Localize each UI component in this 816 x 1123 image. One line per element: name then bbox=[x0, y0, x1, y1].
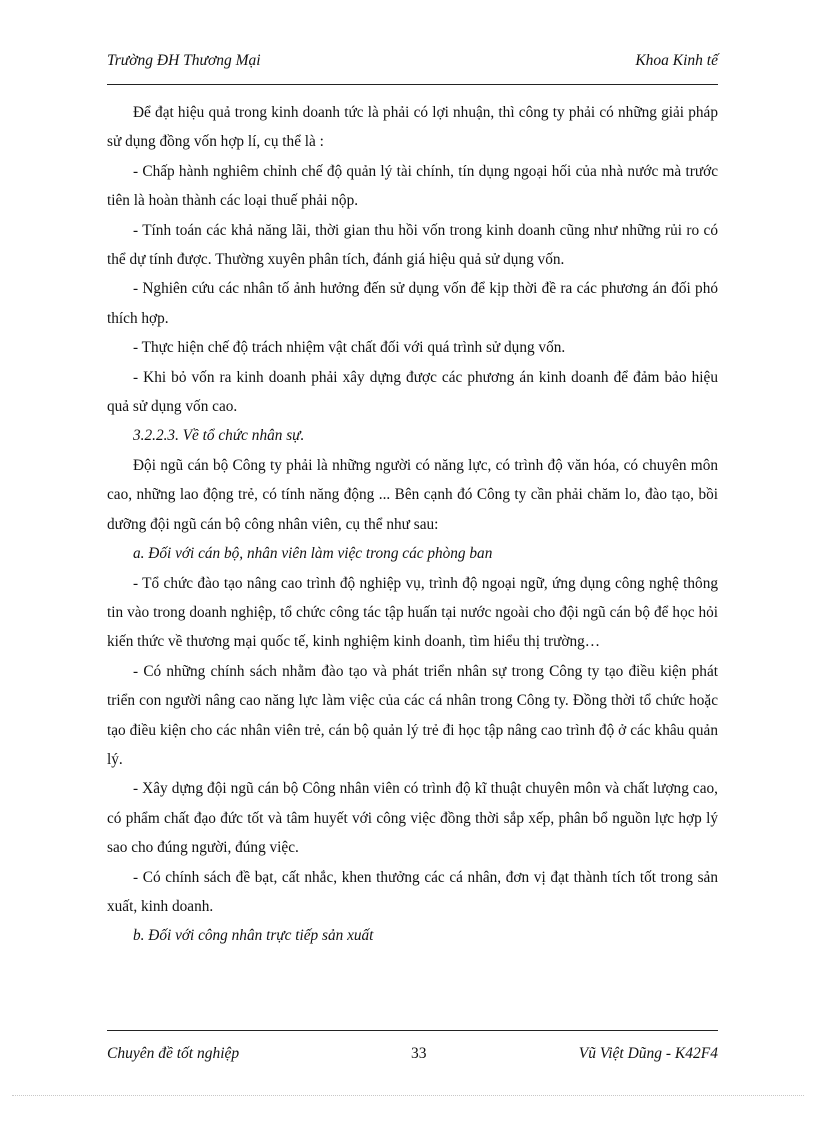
page-footer bbox=[107, 1030, 718, 1071]
paragraph-bullet-1: - Chấp hành nghiêm chỉnh chế độ quản lý tài chính, tín dụng ngoại hối của nhà nước mà trước tiên là hoàn thành các loại thuế phải nộp. bbox=[107, 162, 718, 210]
paragraph-bullet-6: - Tổ chức đào tạo nâng cao trình độ nghiệp vụ, trình độ ngoại ngữ, ứng dụng công nghệ thông tin vào trong doanh nghiệp, tổ chức công tác tập huấn tại nước ngoài cho đội ngũ cán bộ để học hỏi kiến thức về thương mại quốc tế, kinh nghiệm kinh doanh, tìm hiểu thị trường… bbox=[107, 574, 718, 651]
page-edge-divider bbox=[12, 1095, 804, 1096]
footer-page-number: 33 bbox=[411, 1045, 427, 1062]
paragraph-bullet-9: - Có chính sách đề bạt, cất nhắc, khen thưởng các cá nhân, đơn vị đạt thành tích tốt trong sản xuất, kinh doanh. bbox=[107, 868, 718, 915]
paragraph-bullet-2: - Tính toán các khả năng lãi, thời gian thu hồi vốn trong kinh doanh cũng như những rủi ro có thể dự tính được. Thường xuyên phân tích, đánh giá hiệu quả sử dụng vốn. bbox=[107, 221, 718, 269]
paragraph-bullet-5: - Khi bỏ vốn ra kinh doanh phải xây dựng được các phương án kinh doanh để đảm bảo hiệu quả sử dụng vốn cao. bbox=[107, 368, 718, 416]
footer-author: Vũ Việt Dũng - K42F4 bbox=[578, 1045, 718, 1062]
subheading-a: a. Đối với cán bộ, nhân viên làm việc trong các phòng ban bbox=[133, 545, 493, 563]
paragraph-bullet-3: - Nghiên cứu các nhân tố ảnh hưởng đến sử dụng vốn để kịp thời đề ra các phương án đối phó thích hợp. bbox=[107, 280, 718, 327]
section-heading-3-2-2-3: 3.2.2.3. Về tổ chức nhân sự. bbox=[133, 427, 305, 445]
header-school-name: Trường ĐH Thương Mại bbox=[107, 52, 261, 69]
paragraph-bullet-8: - Xây dựng đội ngũ cán bộ Công nhân viên có trình độ kĩ thuật chuyên môn và chất lượng cao, có phẩm chất đạo đức tốt và tâm huyết với công việc đồng thời sắp xếp, phân bổ nguồn lực hợp lý sao cho đúng người, đúng việc. bbox=[107, 780, 718, 857]
paragraph-bullet-7: - Có những chính sách nhằm đào tạo và phát triển nhân sự trong Công ty tạo điều kiện phát triển con người nâng cao năng lực làm việc của các cá nhân trong Công ty. Đồng thời tổ chức hoặc tạo điều kiện cho các nhân viên trẻ, cán bộ quản lý trẻ đi học tập nâng cao trình độ ở các khâu quản lý. bbox=[107, 662, 718, 768]
page-header bbox=[107, 44, 718, 85]
footer-document-type: Chuyên đề tốt nghiệp bbox=[107, 1045, 240, 1062]
document-body bbox=[107, 98, 718, 951]
paragraph-staff-intro: Đội ngũ cán bộ Công ty phải là những người có năng lực, có trình độ văn hóa, có chuyên môn cao, những lao động trẻ, có tính năng động ... Bên cạnh đó Công ty cần phải chăm lo, đào tạo, bồi dưỡng đội ngũ cán bộ công nhân viên, cụ thể như sau: bbox=[107, 456, 718, 533]
subheading-b: b. Đối với công nhân trực tiếp sản xuất bbox=[133, 927, 374, 945]
paragraph-bullet-4: - Thực hiện chế độ trách nhiệm vật chất đối với quá trình sử dụng vốn. bbox=[133, 339, 566, 357]
header-faculty-name: Khoa Kinh tế bbox=[635, 52, 718, 69]
paragraph-intro: Để đạt hiệu quả trong kinh doanh tức là phải có lợi nhuận, thì công ty phải có những giải pháp sử dụng đồng vốn hợp lí, cụ thể là : bbox=[107, 104, 718, 151]
